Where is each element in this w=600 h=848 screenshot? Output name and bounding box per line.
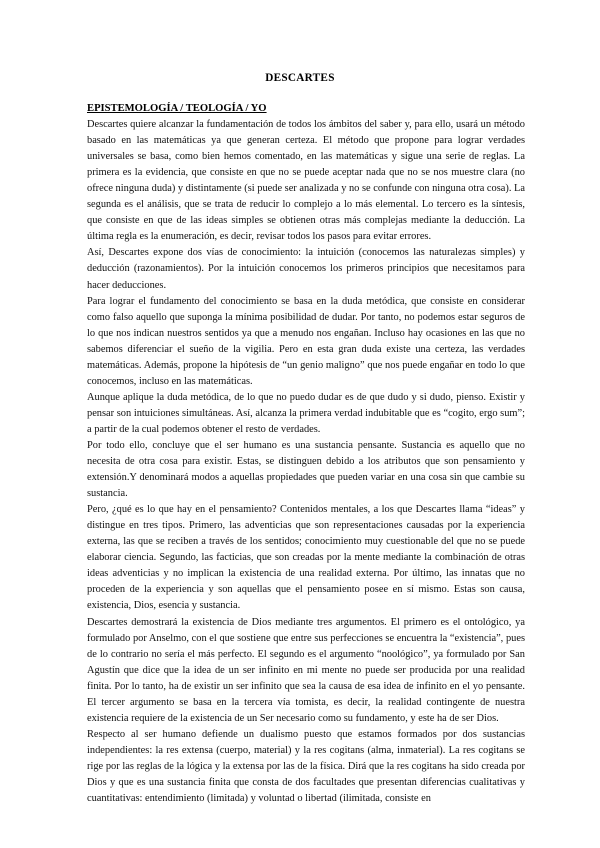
paragraph-substance: Por todo ello, concluye que el ser humano es una sustancia pensante. Sustancia es aquello que no necesita de otra cosa para existir. Estas, se distinguen debido a los atributos que son pensamiento y extensión.Y denominará modos a aquellas propiedades que pueden variar en una cosa sin que cambie su sustancia.	[87, 439, 525, 500]
document-title: DESCARTES	[265, 72, 335, 84]
paragraph-dualism: Respecto al ser humano defiende un dualismo puesto que estamos formados por dos sustancias independientes: la res extensa (cuerpo, material) y la res cogitans (alma, inmaterial). La res cogitans se rige por las reglas de la lógica y la extensa por las de la física. Dirá que la res cogitans ha sido creada por Dios y que es una sustancia finita que consta de dos facultades que presentan diferencias cualitativas y cuantitativas: entendimiento (limitada) y voluntad o libertad (ilimitada, consiste en	[87, 728, 525, 805]
paragraph-method: Descartes quiere alcanzar la fundamentación de todos los ámbitos del saber y, para ello, usará un método basado en las matemáticas ya que generan certeza. El método que propone para lograr verdades universales se basa, como bien hemos comentado, en las matemáticas y sigue una serie de reglas. La primera es la evidencia, que consiste en que no se puede aceptar nada que no se nos muestre clara (no ofrece ninguna duda) y distintamente (si puede ser analizada y no se confunde con ninguna otra cosa). La segunda es el análisis, que se trata de reducir lo complejo a lo más elemental. Lo tercero es la síntesis, que consiste en que de las ideas simples se obtienen otras más complejas mediante la deducción. La última regla es la enumeración, es decir, revisar todos los pasos para evitar errores.	[87, 119, 525, 243]
document-body	[87, 101, 525, 807]
paragraph-cogito: Aunque aplique la duda metódica, de lo que no puedo dudar es de que dudo y si dudo, pienso. Existir y pensar son intuiciones simultáneas. Así, alcanza la primera verdad indubitable que es “cogito, ergo sum”; a partir de la cual podemos obtener el resto de verdades.	[87, 391, 525, 435]
paragraph-knowledge-paths: Así, Descartes expone dos vías de conocimiento: la intuición (conocemos las naturalezas simples) y deducción (razonamientos). Por la intuición conocemos los primeros principios que necesitamos para hacer deducciones.	[87, 247, 525, 291]
paragraph-god-arguments: Descartes demostrará la existencia de Dios mediante tres argumentos. El primero es el ontológico, ya formulado por Anselmo, con el que sostiene que entre sus perfecciones se encuentra la “existencia”, pues de lo contrario no sería el más perfecto. El segundo es el argumento “noológico”, ya formulado por San Agustín que dice que la idea de un ser infinito en mi mente no puede ser producida por una realidad finita. Por lo tanto, ha de existir un ser infinito que sea la causa de esa idea de infinito en el yo pensante. El tercer argumento se basa en la tercera vía tomista, es decir, la realidad contingente de nuestra existencia requiere de la existencia de un Ser necesario como su fundamento, y este ha de ser Dios.	[87, 616, 525, 724]
paragraph-ideas: Pero, ¿qué es lo que hay en el pensamiento? Contenidos mentales, a los que Descartes llama “ideas” y distingue en tres tipos. Primero, las adventicias que son representaciones causadas por la experiencia externa, las que se reciben a través de los sentidos; conocimiento muy cuestionable del que no se puede elaborar ciencia. Segundo, las facticias, que son creadas por la mente mediante la combinación de otras ideas adventicias y no implican la existencia de una realidad externa. Por último, las innatas que no proceden de la experiencia y son aquellas que el pensamiento posee en sí mismo. Estas son causa, existencia, Dios, esencia y sustancia.	[87, 504, 525, 612]
section-heading: EPISTEMOLOGÍA / TEOLOGÍA / YO	[87, 103, 267, 114]
paragraph-methodic-doubt: Para lograr el fundamento del conocimiento se basa en la duda metódica, que consiste en considerar como falso aquello que suponga la mínima posibilidad de dudar. Por tanto, no podemos estar seguros de lo que nos indican nuestros sentidos ya que a menudo nos engañan. Incluso hay ocasiones en las que no sabemos diferenciar el sueño de la vigilia. Pero en esta gran duda existe una certeza, las verdades matemáticas. Además, propone la hipótesis de “un genio maligno” que nos puede engañar en todo lo que conocemos, incluso en las matemáticas.	[87, 295, 525, 387]
